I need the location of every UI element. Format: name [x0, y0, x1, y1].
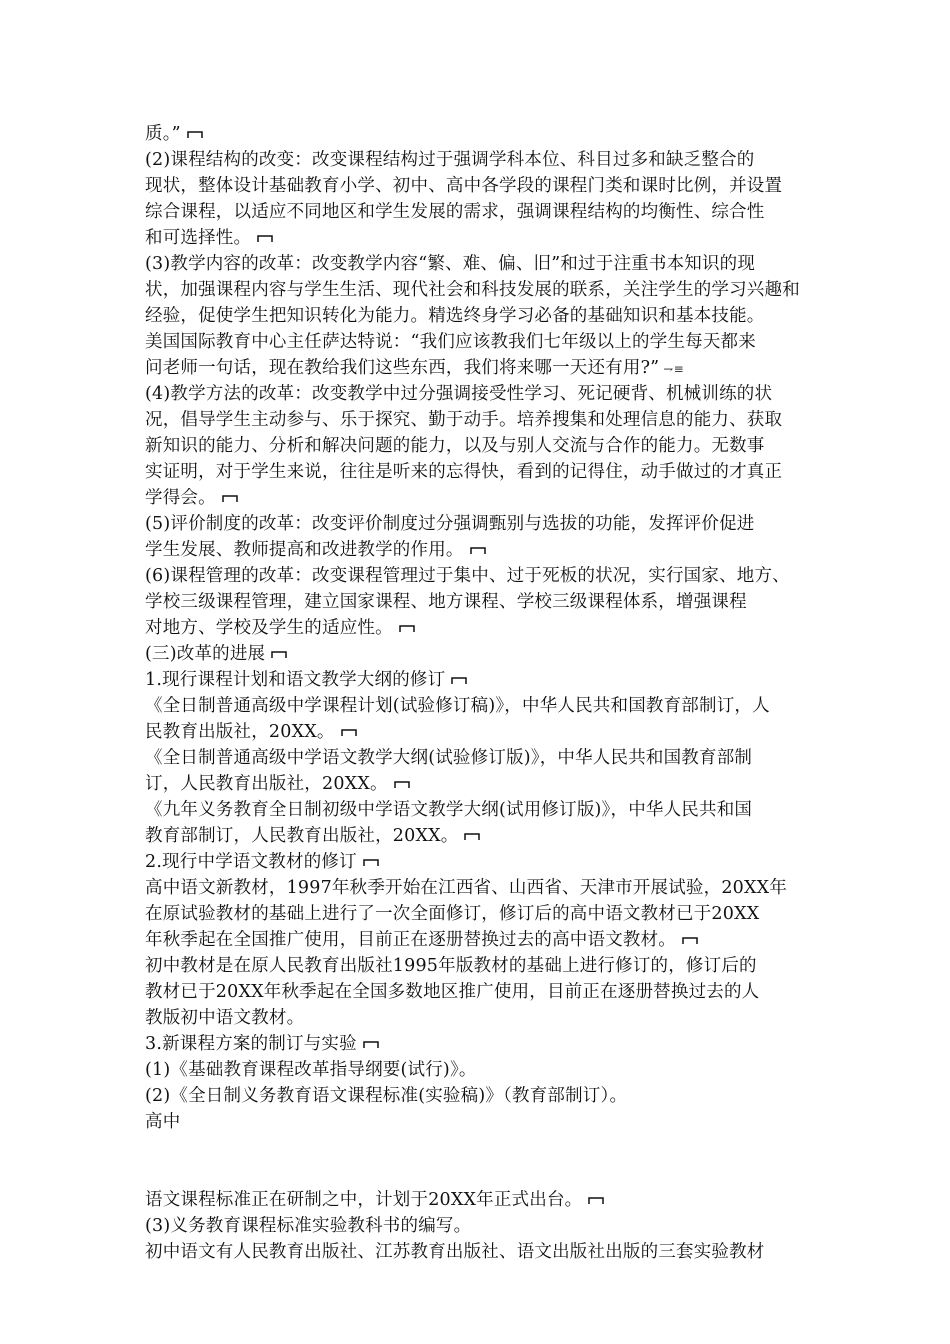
paragraph-mark-icon: [399, 624, 415, 633]
text-line: 订，人民教育出版社，20XX。: [145, 771, 810, 797]
text-line: 和可选择性。: [145, 225, 810, 251]
text-line: 学得会。: [145, 485, 810, 511]
text-line: (6)课程管理的改革：改变课程管理过于集中、过于死板的状况，实行国家、地方、: [145, 566, 790, 586]
text-line: 教版初中语文教材。: [145, 1008, 305, 1028]
text-line: 现状，整体设计基础教育小学、初中、高中各学段的课程门类和课时比例，并设置: [145, 176, 783, 196]
text-line: 教材已于20XX年秋季起在全国多数地区推广使用，目前正在逐册替换过去的人: [145, 982, 760, 1002]
text-line: 对地方、学校及学生的适应性。: [145, 615, 810, 641]
paragraph-mark-icon: ⇁≡: [663, 361, 684, 376]
paragraph-mark-icon: [271, 650, 287, 659]
text-line: 在原试验教材的基础上进行了一次全面修订，修订后的高中语文教材已于20XX: [145, 904, 760, 924]
paragraph-mark-icon: [363, 1040, 379, 1049]
text-line: (2)课程结构的改变：改变课程结构过于强调学科本位、科目过多和缺乏整合的: [145, 150, 755, 170]
paragraph-mark-icon: [187, 130, 203, 139]
paragraph-mark-icon: [341, 728, 357, 737]
text-line: (3)义务教育课程标准实验教科书的编写。: [145, 1216, 472, 1236]
text-line: 年秋季起在全国推广使用，目前正在逐册替换过去的高中语文教材。: [145, 927, 810, 953]
subsection-heading: 2.现行中学语文教材的修订: [145, 849, 810, 875]
text-line: 教育部制订，人民教育出版社，20XX。: [145, 823, 810, 849]
subsection-heading: 1.现行课程计划和语文教学大纲的修订: [145, 667, 810, 693]
text-line: 学生发展、教师提高和改进教学的作用。: [145, 537, 810, 563]
text-line: (2)《全日制义务教育语文课程标准(实验稿)》（教育部制订）。: [145, 1086, 628, 1106]
text-line: 民教育出版社，20XX。: [145, 719, 810, 745]
text-line: 况，倡导学生主动参与、乐于探究、勤于动手。培养搜集和处理信息的能力、获取: [145, 410, 783, 430]
paragraph-mark-icon: [470, 546, 486, 555]
text-line: (1)《基础教育课程改革指导纲要(试行)》。: [145, 1060, 477, 1080]
text-line: 学校三级课程管理，建立国家课程、地方课程、学校三级课程体系，增强课程: [145, 592, 747, 612]
text-line: 状，加强课程内容与学生生活、现代社会和科技发展的联系，关注学生的学习兴趣和: [145, 280, 800, 300]
text-line: 问老师一句话，现在教给我们这些东西，我们将来哪一天还有用?” ⇁≡: [145, 355, 810, 381]
text-line: 高中语文新教材，1997年秋季开始在江西省、山西省、天津市开展试验，20XX年: [145, 878, 788, 898]
text-line: (3)教学内容的改革：改变教学内容“繁、难、偏、旧”和过于注重书本知识的现: [145, 254, 756, 274]
subsection-heading: 3.新课程方案的制订与实验: [145, 1031, 810, 1057]
paragraph-mark-icon: [464, 832, 480, 841]
paragraph-mark-icon: [451, 676, 467, 685]
document-body: [145, 121, 810, 1265]
section-heading: (三)改革的进展: [145, 641, 810, 667]
paragraph-mark-icon: [682, 936, 698, 945]
text-line: (4)教学方法的改革：改变教学中过分强调接受性学习、死记硬背、机械训练的状: [145, 384, 773, 404]
paragraph-mark-icon: [257, 234, 273, 243]
page-gap: [145, 1135, 810, 1187]
text-line: (5)评价制度的改革：改变评价制度过分强调甄别与选拔的功能，发挥评价促进: [145, 514, 755, 534]
paragraph-mark-icon: [588, 1196, 604, 1205]
text-line: 新知识的能力、分析和解决问题的能力，以及与别人交流与合作的能力。无数事: [145, 436, 765, 456]
paragraph-mark-icon: [363, 858, 379, 867]
text-line: 实证明，对于学生来说，往往是听来的忘得快，看到的记得住，动手做过的才真正: [145, 462, 783, 482]
paragraph-mark-icon: [222, 494, 238, 503]
text-line: 《全日制普通高级中学课程计划(试验修订稿)》，中华人民共和国教育部制订，人: [145, 696, 770, 716]
text-line: 语文课程标准正在研制之中，计划于20XX年正式出台。: [145, 1187, 810, 1213]
text-line: 高中: [145, 1112, 181, 1132]
text-line: 综合课程，以适应不同地区和学生发展的需求，强调课程结构的均衡性、综合性: [145, 202, 765, 222]
text-line: 初中语文有人民教育出版社、江苏教育出版社、语文出版社出版的三套实验教材: [145, 1242, 765, 1262]
text-line: 美国国际教育中心主任萨达特说：“我们应该教我们七年级以上的学生每天都来: [145, 332, 756, 352]
text-line: 《九年义务教育全日制初级中学语文教学大纲(试用修订版)》，中华人民共和国: [145, 800, 753, 820]
text-line: 初中教材是在原人民教育出版社1995年版教材的基础上进行修订的，修订后的: [145, 956, 757, 976]
text-line: 质。”: [145, 121, 810, 147]
text-line: 经验，促使学生把知识转化为能力。精选终身学习必备的基础知识和基本技能。: [145, 306, 765, 326]
text-line: 《全日制普通高级中学语文教学大纲(试验修订版)》，中华人民共和国教育部制: [145, 748, 753, 768]
paragraph-mark-icon: [394, 780, 410, 789]
